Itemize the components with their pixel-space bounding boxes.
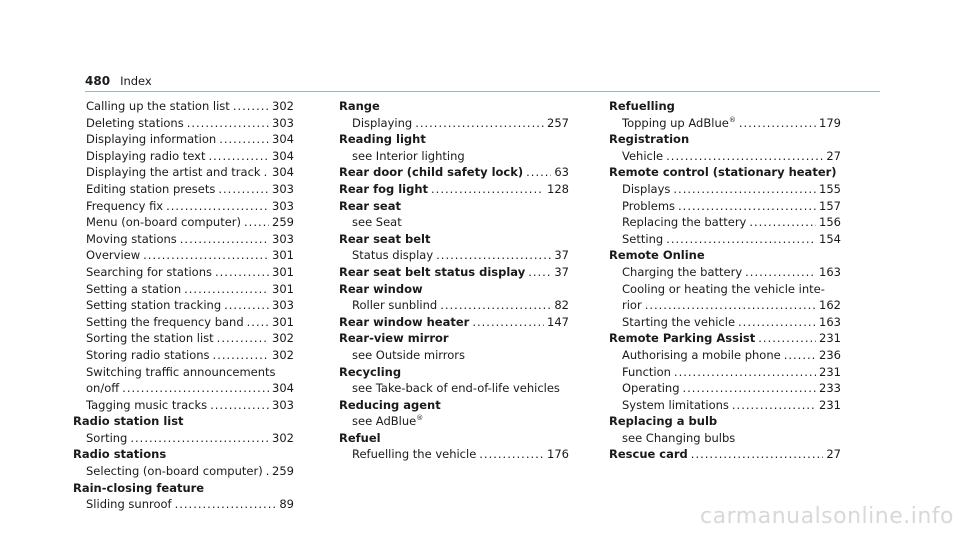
page-reference[interactable]: 301 [272,281,294,296]
index-subentry[interactable] [73,148,294,165]
dot-leader [673,181,816,198]
index-heading-text: Reading light [339,132,426,147]
entry-label: Moving stations [86,231,177,246]
dot-leader [247,314,269,331]
dot-leader [210,397,269,414]
dot-leader [440,297,551,314]
index-heading[interactable] [339,181,569,198]
page-reference[interactable]: 27 [826,148,841,163]
entry-text: see Seat [352,215,402,230]
entry-label: Setting station tracking [86,298,222,313]
index-heading[interactable] [339,264,569,281]
page-reference[interactable]: 231 [819,397,841,412]
dot-leader [266,463,269,480]
index-subentry[interactable] [609,198,841,215]
entry-text [86,148,206,165]
entry-text: see Changing bulbs [622,430,736,445]
dot-leader [224,297,269,314]
entry-label: Setting a station [86,281,182,296]
entry-label: Menu (on-board computer) [86,215,242,230]
index-heading-text: Range [339,99,380,113]
index-subentry[interactable] [73,264,294,281]
entry-text [86,198,163,215]
dot-leader [666,148,823,165]
index-heading-text: Refuel [339,430,381,445]
page-reference[interactable]: 82 [554,298,569,313]
index-heading [339,364,569,381]
entry-text [86,181,215,198]
entry-label: Sorting the station list [86,331,214,346]
index-heading [609,247,841,264]
entry-label: Displaying [352,115,413,130]
index-subentry[interactable] [339,115,569,132]
entry-label: Sorting [86,430,128,445]
index-subentry[interactable] [609,380,841,397]
entry-label: Displaying the artist and track [86,165,261,180]
index-subentry[interactable] [609,314,841,331]
entry-text [86,131,216,148]
dot-leader [472,314,544,331]
index-subentry[interactable] [609,347,841,364]
index-heading-text: Remote Online [609,248,705,263]
index-subentry-wrap [73,364,294,381]
dot-leader [674,364,816,381]
dot-leader [264,164,269,181]
dot-leader [130,430,269,447]
page-reference[interactable]: 302 [272,347,294,362]
cross-reference[interactable] [339,380,569,397]
index-heading [609,413,841,430]
page-reference[interactable]: 63 [554,165,569,180]
page-reference[interactable]: 304 [272,381,294,396]
entry-text [622,380,680,397]
entry-text [352,115,412,132]
index-heading [339,98,569,115]
entry-text [622,198,675,215]
dot-leader [166,198,269,215]
index-subentry[interactable] [609,397,841,414]
entry-label: Status display [352,248,434,263]
entry-label: Operating [622,381,680,396]
index-subentry[interactable] [609,181,841,198]
entry-label: Storing radio stations [86,347,210,362]
page-reference[interactable]: 302 [272,331,294,346]
index-heading [339,430,569,447]
entry-label: on/off [86,381,120,396]
entry-label: System limitations [622,397,729,412]
index-subentry[interactable] [73,397,294,414]
entry-text [352,446,476,463]
index-subentry[interactable] [73,496,294,513]
dot-leader [479,446,544,463]
index-heading-text: Replacing a bulb [609,414,718,429]
page-number: 480 [85,74,111,88]
index-subentry[interactable] [609,297,841,314]
index-subentry[interactable] [73,231,294,248]
index-subentry[interactable] [609,115,841,132]
entry-label: Rear door (child safety lock) [339,165,524,180]
page-reference[interactable]: 37 [554,248,569,263]
page-reference[interactable]: 233 [819,381,841,396]
page-reference[interactable]: 303 [272,181,294,196]
entry-label: Displays [622,181,671,196]
entry-label: Overview [86,248,141,263]
page-reference[interactable]: 163 [819,264,841,279]
index-heading-text: Rear seat belt [339,231,431,246]
index-heading[interactable] [609,330,841,347]
index-heading [339,330,569,347]
entry-label: Replacing the battery [622,215,747,230]
dot-leader [683,380,817,397]
index-heading[interactable] [339,164,569,181]
page-reference[interactable]: 302 [272,430,294,445]
cross-reference[interactable] [339,214,569,231]
index-heading [339,131,569,148]
entry-text [622,397,729,414]
page-reference[interactable]: 303 [272,198,294,213]
index-column-3 [609,98,841,463]
page-reference[interactable]: 147 [547,314,569,329]
entry-text [86,430,127,447]
entry-label: Displaying information [86,132,217,147]
entry-text [86,314,244,331]
entry-label: Refuelling the vehicle [352,447,477,462]
page-reference[interactable]: 162 [819,298,841,313]
entry-label: Vehicle [622,148,664,163]
dot-leader [244,214,269,231]
entry-text [622,214,746,231]
watermark: carmanualsonline.info [700,504,954,529]
entry-text [339,264,525,281]
dot-leader [415,115,544,132]
page-reference[interactable]: 176 [547,447,569,462]
dot-leader [143,247,269,264]
dot-leader [528,264,551,281]
index-subentry[interactable] [609,214,841,231]
dot-leader [666,231,816,248]
index-heading [73,480,294,497]
page-reference[interactable]: 37 [554,264,569,279]
entry-text [86,380,119,397]
page-reference[interactable]: 302 [272,99,294,113]
index-subentry[interactable] [73,347,294,364]
entry-label: Rear window heater [339,314,470,329]
index-subentry[interactable] [73,330,294,347]
dot-leader [758,330,816,347]
entry-text: see Take-back of end-of-life vehicles [352,381,560,396]
dot-leader [784,347,816,364]
index-heading-text: Rear-view mirror [339,331,449,346]
index-subentry[interactable] [339,247,569,264]
entry-text [352,247,433,264]
index-heading [339,397,569,414]
entry-label: Tagging music tracks [86,397,208,412]
entry-text [622,264,742,281]
entry-text: see AdBlue [352,414,417,429]
cross-reference[interactable] [339,347,569,364]
index-heading-text: Refuelling [609,99,675,113]
cross-reference[interactable] [609,430,841,447]
dot-leader [209,148,270,165]
index-column-1 [73,98,294,513]
index-heading [339,231,569,248]
index-subentry[interactable] [73,98,294,115]
dot-leader [745,264,816,281]
index-subentry-wrap [609,281,841,298]
page-reference[interactable]: 303 [272,298,294,313]
entry-text [622,297,642,314]
dot-leader [749,214,816,231]
page-reference[interactable]: 155 [819,181,841,196]
entry-label: Selecting (on-board computer) [86,464,263,479]
entry-text [622,347,781,364]
page-reference[interactable]: 303 [272,115,294,130]
index-heading [609,131,841,148]
entry-text: Switching traffic announcements [86,364,276,379]
page-reference[interactable]: 301 [272,314,294,329]
index-heading [609,164,841,181]
dot-leader [184,281,269,298]
dot-leader [213,347,270,364]
page-reference[interactable]: 154 [819,231,841,246]
index-heading-text: Radio station list [73,414,184,429]
index-subentry[interactable] [73,214,294,231]
entry-text [86,397,207,414]
entry-label: Starting the vehicle [622,314,736,329]
dot-leader [645,297,816,314]
page-reference[interactable]: 301 [272,248,294,263]
entry-text [622,115,736,132]
index-subentry[interactable] [73,115,294,132]
entry-text [609,446,688,463]
entry-text [622,364,671,381]
index-subentry[interactable] [609,231,841,248]
header-divider [85,91,880,92]
page-reference[interactable]: 236 [819,347,841,362]
page-reference[interactable]: 128 [547,181,569,196]
index-subentry[interactable] [73,131,294,148]
entry-text [86,98,230,115]
index-heading-text: Rear window [339,281,423,296]
page-reference[interactable]: 304 [272,148,294,163]
section-title: Index [120,74,152,88]
entry-label: Calling up the station list [86,99,230,113]
dot-leader [732,397,816,414]
page-reference[interactable]: 27 [826,447,841,462]
entry-text [86,264,212,281]
index-column-2 [339,98,569,463]
entry-label: Searching for stations [86,264,212,279]
index-subentry[interactable] [73,430,294,447]
page-reference[interactable]: 304 [272,165,294,180]
page-reference[interactable]: 303 [272,231,294,246]
entry-text [622,314,735,331]
index-subentry[interactable] [339,297,569,314]
entry-text [86,347,210,364]
page-reference[interactable]: 303 [272,397,294,412]
entry-label: Rear seat belt status display [339,264,526,279]
page-reference[interactable]: 89 [279,497,294,512]
index-subentry[interactable] [73,297,294,314]
index-heading [609,98,841,115]
page-reference[interactable]: 257 [547,115,569,130]
page-reference[interactable]: 156 [819,215,841,230]
entry-text [86,297,221,314]
dot-leader [233,98,269,115]
entry-text [339,314,469,331]
entry-text [622,231,663,248]
page-reference[interactable]: 231 [819,364,841,379]
dot-leader [218,181,269,198]
dot-leader [526,164,551,181]
dot-leader [215,264,269,281]
dot-leader [739,115,816,132]
entry-label: Function [622,364,671,379]
cross-reference[interactable] [339,413,569,430]
index-heading-text: Reducing agent [339,397,441,412]
entry-text [86,496,172,513]
entry-label: Rear fog light [339,181,429,196]
dot-leader [738,314,816,331]
index-subentry[interactable] [609,364,841,381]
page-reference[interactable]: 259 [272,464,294,479]
index-heading-text: Rain-closing feature [73,480,205,495]
dot-leader [180,231,269,248]
entry-text [622,181,670,198]
index-subentry[interactable] [73,164,294,181]
entry-text: see Interior lighting [352,148,465,163]
entry-label: Setting [622,231,664,246]
entry-label: Topping up AdBlue [622,115,729,130]
index-heading [73,413,294,430]
entry-text [86,463,263,480]
entry-text [339,164,523,181]
index-heading-text: Recycling [339,364,402,379]
entry-label: Editing station presets [86,181,216,196]
index-heading[interactable] [339,314,569,331]
entry-label: Problems [622,198,676,213]
index-subentry[interactable] [73,181,294,198]
entry-label: Setting the frequency band [86,314,244,329]
entry-text [622,148,663,165]
dot-leader [678,198,816,215]
index-heading[interactable] [609,446,841,463]
entry-label: Rescue card [609,447,688,462]
page-reference[interactable]: 259 [272,215,294,230]
entry-text: see Outside mirrors [352,347,466,362]
index-subentry[interactable] [73,463,294,480]
entry-label: Deleting stations [86,115,184,130]
entry-text [86,281,181,298]
entry-text [86,330,214,347]
registered-mark: ® [728,115,736,124]
cross-reference[interactable] [339,148,569,165]
entry-label: Sliding sunroof [86,497,172,512]
entry-text [609,330,755,347]
registered-mark: ® [416,414,424,423]
entry-label: Roller sunblind [352,298,438,313]
index-subentry[interactable] [609,264,841,281]
entry-label: rior [622,298,642,313]
page-reference[interactable]: 179 [819,115,841,130]
dot-leader [431,181,544,198]
entry-text [86,214,241,231]
index-heading-text: Remote control (stationary heater) [609,165,837,180]
index-subentry[interactable] [73,198,294,215]
entry-text [86,231,177,248]
entry-label: Charging the battery [622,264,743,279]
dot-leader [691,446,824,463]
index-heading-text: Radio stations [73,447,167,462]
index-heading-text: Registration [609,132,690,147]
index-heading [339,281,569,298]
entry-text [339,181,428,198]
dot-leader [175,496,277,513]
dot-leader [436,247,551,264]
index-subentry[interactable] [73,380,294,397]
index-subentry[interactable] [73,281,294,298]
dot-leader [122,380,269,397]
index-subentry[interactable] [339,446,569,463]
dot-leader [187,115,269,132]
index-heading [73,446,294,463]
entry-label: Remote Parking Assist [609,331,756,346]
page-reference[interactable]: 301 [272,264,294,279]
index-subentry[interactable] [609,148,841,165]
index-subentry[interactable] [73,247,294,264]
page-reference[interactable]: 157 [819,198,841,213]
dot-leader [217,330,269,347]
index-heading-text: Rear seat [339,198,401,213]
entry-text: Cooling or heating the vehicle inte- [622,281,825,296]
entry-text [86,164,261,181]
entry-label: Frequency fix [86,198,164,213]
entry-text [86,115,184,132]
entry-text [86,247,140,264]
entry-label: Displaying radio text [86,148,206,163]
entry-label: Authorising a mobile phone [622,347,781,362]
page-header [85,74,152,88]
index-heading [339,198,569,215]
page-reference[interactable]: 304 [272,132,294,147]
dot-leader [219,131,269,148]
page-reference[interactable]: 163 [819,314,841,329]
index-subentry[interactable] [73,314,294,331]
page-reference[interactable]: 231 [819,331,841,346]
entry-text [352,297,437,314]
